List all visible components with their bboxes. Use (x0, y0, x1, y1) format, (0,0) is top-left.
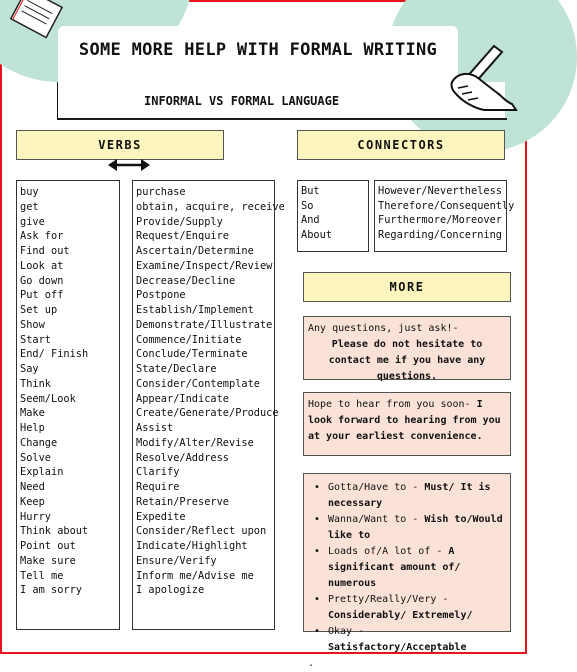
phrase-item (312, 592, 506, 624)
verb-informal-item: Put off (20, 289, 64, 302)
connector-formal-item: Therefore/Consequently (378, 199, 515, 212)
more-box-hope-formal: I look forward to hearing from you at your earliest convenience. (308, 399, 501, 442)
more-box-questions-informal: Any questions, just ask!- (308, 323, 459, 334)
page-subtitle: INFORMAL VS FORMAL LANGUAGE (144, 94, 340, 108)
more-box-hope (303, 392, 511, 456)
verb-formal-item: Ensure/Verify (136, 554, 217, 567)
verb-informal-item: Need (20, 481, 45, 493)
verb-informal-item: Ask for (20, 230, 64, 243)
verb-informal-item: Keep (20, 495, 45, 508)
connector-informal-item: But (301, 185, 320, 197)
verb-formal-item: Retain/Preserve (136, 495, 229, 508)
connector-formal-item: Regarding/Concerning (378, 228, 502, 241)
connector-informal-item: And (301, 214, 320, 227)
connectors-heading: CONNECTORS (297, 130, 505, 160)
verb-informal-item: Change (20, 436, 58, 449)
more-heading: MORE (303, 272, 511, 302)
verb-informal-item: Start (20, 333, 51, 346)
verbs-formal-list (132, 180, 285, 630)
verb-formal-item: Request/Enquire (136, 230, 229, 243)
verb-formal-item: Consider/Contemplate (136, 377, 260, 390)
verb-formal-item: Conclude/Terminate (136, 348, 248, 361)
more-box-phrases-trailing: . (308, 658, 315, 669)
verb-informal-item: Tell me (20, 569, 64, 582)
phrase-informal: Gotta/Have to - (328, 482, 425, 493)
verb-informal-item: Make (20, 407, 45, 420)
verb-informal-item: get (20, 200, 39, 213)
verb-informal-item: Seem/Look (20, 392, 76, 405)
verbs-informal-list (16, 180, 120, 630)
connectors-informal-list (297, 180, 369, 252)
verb-informal-item: Set up (20, 304, 58, 316)
verb-informal-item: give (20, 215, 45, 228)
phrase-item (312, 480, 506, 512)
verb-formal-item: Clarify (136, 466, 180, 479)
verb-formal-item: purchase (136, 186, 186, 198)
verb-informal-item: Help (20, 422, 45, 434)
verb-formal-item: Postpone (136, 289, 186, 302)
verb-informal-item: Hurry (20, 510, 51, 523)
phrase-formal: Considerably/ Extremely/ (328, 610, 473, 621)
verb-informal-item: Point out (20, 540, 76, 552)
phrase-informal: Loads of/A lot of - (328, 546, 449, 557)
verb-formal-item: Appear/Indicate (136, 392, 229, 405)
verb-formal-item: Require (136, 481, 180, 493)
verbs-heading: VERBS (16, 130, 224, 160)
phrase-informal: Pretty/Really/Very - (328, 594, 449, 605)
verb-informal-item: Think (20, 377, 51, 390)
verb-formal-item: Modify/Alter/Revise (136, 436, 254, 449)
verb-informal-item: Say (20, 363, 39, 375)
verb-informal-item: Look at (20, 259, 64, 272)
phrase-informal: Okay - (328, 626, 365, 637)
phrase-item (312, 512, 506, 544)
verb-informal-item: Find out (20, 245, 70, 257)
verb-formal-item: Resolve/Address (136, 451, 229, 464)
verb-formal-item: Create/Generate/Produce (136, 407, 279, 420)
verb-formal-item: Ascertain/Determine (136, 245, 254, 257)
verb-formal-item: Commence/Initiate (136, 333, 242, 346)
phrase-list (308, 480, 506, 656)
verb-informal-item: Show (20, 318, 45, 331)
verb-informal-item: Think about (20, 525, 89, 538)
more-box-questions-formal: Please do not hesitate to contact me if you have any questions. (328, 339, 486, 382)
double-arrow-icon (108, 158, 150, 172)
verb-formal-item: Provide/Supply (136, 215, 223, 228)
verb-informal-item: End/ Finish (20, 348, 89, 361)
connector-formal-item: Furthermore/Moreover (378, 214, 502, 227)
verb-formal-item: obtain, acquire, receive (136, 200, 285, 213)
verb-formal-item: Consider/Reflect upon (136, 525, 267, 538)
phrase-formal: Must/ It is necessary (328, 482, 491, 509)
verb-formal-item: Examine/Inspect/Review (136, 259, 273, 272)
verb-formal-item: Expedite (136, 510, 186, 523)
verb-informal-item: Solve (20, 451, 51, 464)
connectors-formal-list (374, 180, 515, 252)
verb-formal-item: Assist (136, 422, 174, 434)
phrase-informal: Wanna/Want to - (328, 514, 425, 525)
verb-informal-item: buy (20, 186, 39, 198)
more-box-hope-informal: Hope to hear from you soon- (308, 399, 477, 410)
verb-formal-item: I apologize (136, 584, 205, 597)
more-box-questions (303, 316, 511, 380)
phrase-formal: Satisfactory/Acceptable (328, 642, 467, 653)
verb-formal-item: Establish/Implement (136, 304, 254, 316)
verb-informal-item: Explain (20, 466, 64, 479)
connector-informal-item: About (301, 228, 332, 241)
verb-formal-item: Decrease/Decline (136, 274, 236, 287)
phrase-item (312, 544, 506, 592)
more-box-phrases (303, 473, 511, 669)
hand-writing-icon (444, 42, 524, 112)
connector-informal-item: So (301, 199, 314, 212)
verb-informal-item: I am sorry (20, 584, 82, 597)
verb-informal-item: Make sure (20, 554, 76, 567)
verb-informal-item: Go down (20, 274, 64, 287)
phrase-formal: A significant amount of/ numerous (328, 546, 461, 589)
verb-formal-item: Inform me/Advise me (136, 569, 254, 582)
connector-formal-item: However/Nevertheless (378, 185, 502, 197)
verb-formal-item: Indicate/Highlight (136, 540, 248, 552)
notebook-icon (4, 2, 64, 50)
page-title: SOME MORE HELP WITH FORMAL WRITING (78, 40, 438, 60)
phrase-formal: Wish to/Would like to (328, 514, 503, 541)
verb-formal-item: Demonstrate/Illustrate (136, 318, 273, 331)
phrase-item (312, 624, 506, 656)
verb-formal-item: State/Declare (136, 363, 217, 375)
